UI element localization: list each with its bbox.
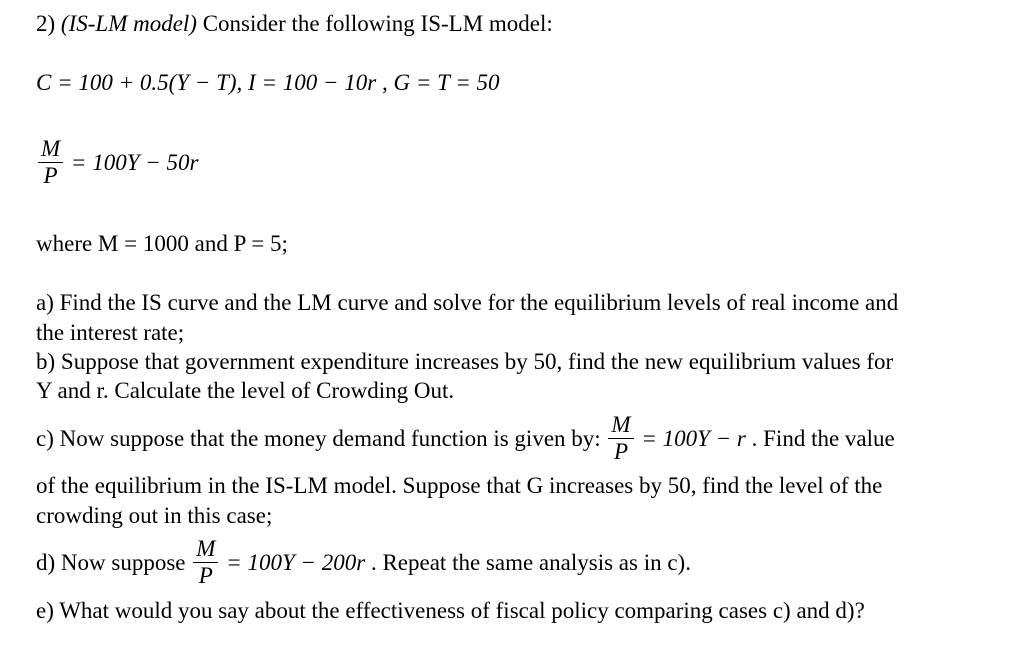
part-d-fraction bbox=[193, 536, 218, 589]
question-number: 2) bbox=[36, 11, 56, 36]
part-d-suffix: . Repeat the same analysis as in c). bbox=[370, 549, 691, 575]
consumption-investment-equation: C = 100 + 0.5(Y − T), I = 100 − 10r , G = T = 50 bbox=[36, 70, 500, 95]
fraction-denominator: P bbox=[613, 439, 629, 464]
real-money-fraction bbox=[38, 136, 63, 189]
part-a-line-2: the interest rate; bbox=[36, 320, 185, 345]
fraction-numerator: M bbox=[38, 136, 63, 163]
part-e-line: e) What would you say about the effectiveness of fiscal policy comparing cases c) and d)? bbox=[36, 598, 865, 623]
money-demand-rhs: = 100Y − 50r bbox=[70, 149, 199, 175]
part-d-rhs: = 100Y − 200r bbox=[226, 549, 366, 575]
fraction-numerator: M bbox=[193, 536, 218, 563]
part-c-rhs: = 100Y − r bbox=[641, 425, 746, 451]
given-values: where M = 1000 and P = 5; bbox=[36, 231, 288, 256]
part-c-line-1 bbox=[36, 412, 895, 465]
part-d-line bbox=[36, 536, 691, 589]
fraction-denominator: P bbox=[43, 163, 58, 188]
model-equations bbox=[36, 68, 499, 98]
part-c-suffix: . Find the value bbox=[751, 425, 895, 451]
fraction-numerator: M bbox=[608, 412, 633, 439]
money-market-equation bbox=[36, 136, 198, 189]
part-d-prefix: d) Now suppose bbox=[36, 549, 186, 575]
part-b-line-2: Y and r. Calculate the level of Crowding Out. bbox=[36, 378, 455, 403]
question-intro: Consider the following IS-LM model: bbox=[202, 11, 553, 36]
fraction-denominator: P bbox=[198, 563, 213, 588]
question-topic: (IS-LM model) bbox=[60, 11, 197, 36]
part-c-line-2: of the equilibrium in the IS-LM model. Suppose that G increases by 50, find the level of the bbox=[36, 473, 883, 498]
question-heading bbox=[36, 9, 553, 39]
part-c-line-3: crowding out in this case; bbox=[36, 503, 273, 528]
part-b-line-1: b) Suppose that government expenditure increases by 50, find the new equilibrium values for bbox=[36, 349, 894, 374]
part-a-line-1: a) Find the IS curve and the LM curve and solve for the equilibrium levels of real income and bbox=[36, 290, 899, 315]
part-c-fraction bbox=[608, 412, 633, 465]
part-c-prefix: c) Now suppose that the money demand function is given by: bbox=[36, 425, 601, 451]
